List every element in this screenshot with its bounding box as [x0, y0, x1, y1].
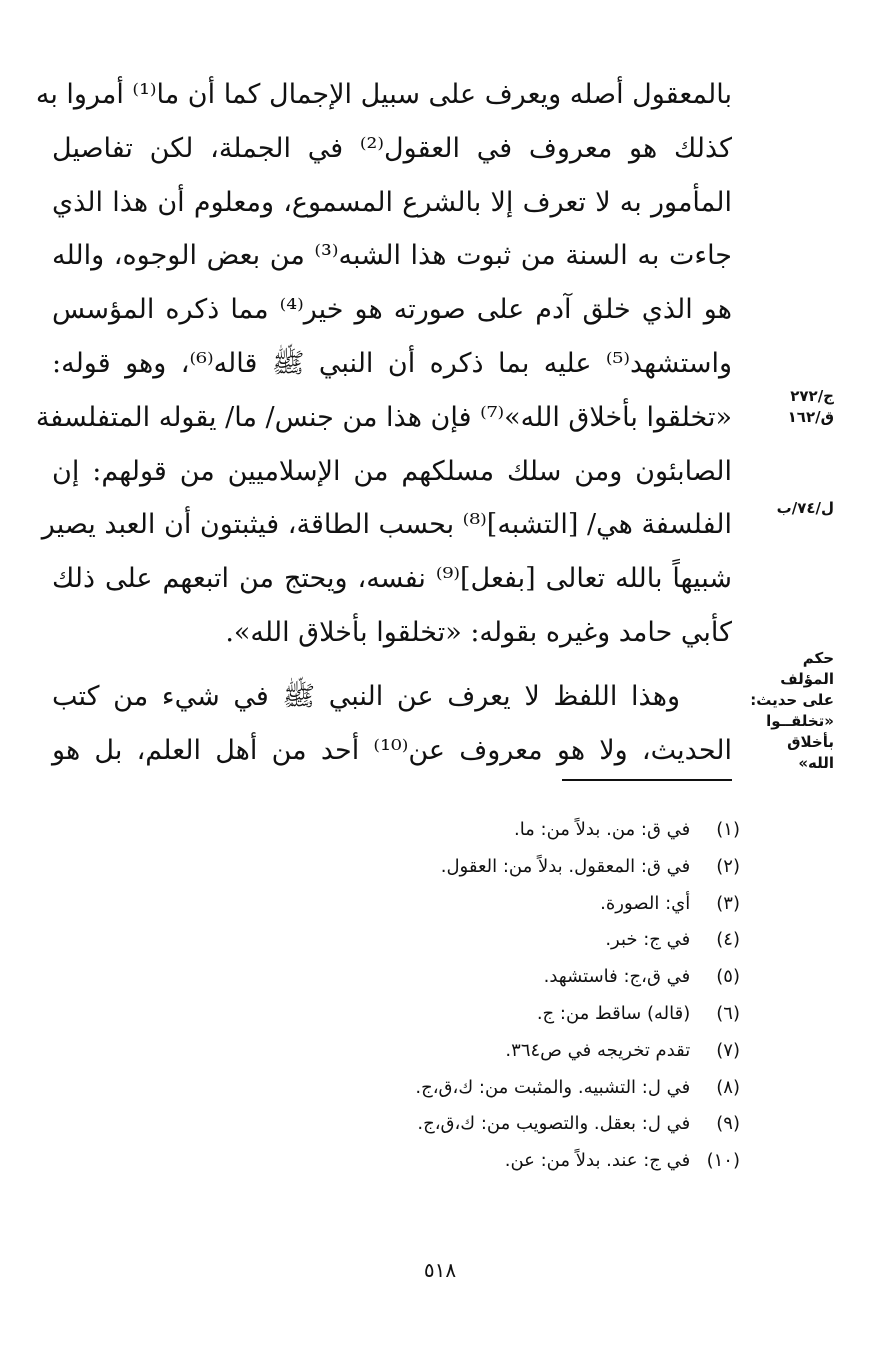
footnote	[200, 1106, 740, 1143]
margin-ref-manuscripts-jq	[770, 386, 834, 428]
margin-heading-line: «تخلقــوا	[766, 712, 834, 730]
text-line: المأمور به لا تعرف إلا بالشرع المسموع، ومعلوم أن هذا الذي	[52, 186, 732, 218]
footnote-divider	[562, 779, 732, 781]
margin-heading-line: بأخلاق الله»	[787, 733, 834, 772]
text-line: هو الذي خلق آدم على صورته هو خير⁽⁴⁾ مما ذكره المؤسس	[52, 294, 732, 326]
text-line: الحديث، ولا هو معروف عن⁽¹⁰⁾ أحد من أهل العلم، بل هو	[52, 734, 733, 766]
footnote	[200, 1070, 740, 1107]
text-line: جاءت به السنة من ثبوت هذا الشبه⁽³⁾ من بعض الوجوه، والله	[52, 240, 732, 272]
margin-ref-line: ل/٧٤/ب	[776, 499, 834, 517]
page-number: ٥١٨	[423, 1258, 457, 1282]
footnote-text: أي: الصورة.	[600, 892, 691, 914]
text-line: الفلسفة هي/ [التشبه]⁽⁸⁾ بحسب الطاقة، فيثبتون أن العبد يصير	[41, 509, 732, 541]
margin-ref-line: ج/٢٧٢	[790, 387, 834, 405]
footnote-number: (٣)	[716, 892, 740, 914]
margin-heading-line: حكم المؤلف	[780, 649, 834, 688]
footnote-text: في ق: المعقول. بدلاً من: العقول.	[440, 855, 691, 877]
footnote	[200, 1143, 740, 1180]
footnote-number: (١)	[716, 819, 740, 840]
text-line: كأبي حامد وغيره بقوله: «تخلقوا بأخلاق الله».	[225, 616, 732, 648]
text-line: واستشهد⁽⁵⁾ عليه بما ذكره أن النبي ﷺ قاله⁽⁶⁾، وهو قوله:	[52, 347, 733, 379]
text-line: وهذا اللفظ لا يعرف عن النبي ﷺ في شيء من كتب	[52, 680, 680, 712]
main-text	[35, 68, 733, 777]
paragraph-gap	[52, 660, 732, 670]
margin-ref-line: ق/١٦٢	[787, 408, 834, 426]
footnote	[200, 1033, 740, 1070]
footnote-text: تقدم تخريجه في ص٣٦٤.	[505, 1039, 691, 1061]
text-line: كذلك هو معروف في العقول⁽²⁾ في الجملة، لكن تفاصيل	[52, 132, 732, 164]
text-line: الصابئون ومن سلك مسلكهم من الإسلاميين من قولهم: إن	[52, 455, 732, 487]
footnote-number: (١٠)	[706, 1150, 740, 1172]
text-line: شبيهاً بالله تعالى [بفعل]⁽⁹⁾ نفسه، ويحتج من اتبعهم على ذلك	[52, 563, 733, 595]
footnote-text: في ل: بعقل. والتصويب من: ك،ق،ج.	[417, 1113, 691, 1135]
footnote-text: في ج: خبر.	[605, 929, 691, 951]
footnote	[200, 886, 740, 923]
footnote-text: في ل: التشبيه. والمثبت من: ك،ق،ج.	[415, 1076, 691, 1098]
margin-heading	[748, 648, 834, 774]
footnote-number: (٥)	[716, 966, 740, 988]
footnote-text: في ق،ج: فاستشهد.	[543, 966, 691, 988]
footnote-text: في ق: من. بدلاً من: ما.	[513, 819, 691, 840]
footnote-number: (٨)	[716, 1076, 740, 1098]
footnotes	[200, 812, 740, 1180]
footnote-number: (٦)	[716, 1002, 740, 1024]
footnote	[200, 812, 740, 849]
text-line: بالمعقول أصله ويعرف على سبيل الإجمال كما أن ما⁽¹⁾ أمروا به	[35, 79, 732, 110]
footnote-number: (٢)	[716, 855, 740, 877]
footnote	[200, 849, 740, 886]
footnote	[200, 996, 740, 1033]
footnote-number: (٧)	[716, 1039, 740, 1061]
footnote-text: في ج: عند. بدلاً من: عن.	[504, 1150, 691, 1172]
text-line: «تخلقوا بأخلاق الله»⁽⁷⁾ فإن هذا من جنس/ ما/ يقوله المتفلسفة	[35, 401, 732, 433]
footnote	[200, 922, 740, 959]
footnote	[200, 959, 740, 996]
footnote-number: (٤)	[716, 929, 740, 951]
footnote-number: (٩)	[716, 1113, 740, 1135]
margin-heading-line: على حديث:	[750, 691, 834, 709]
footnote-text: (قاله) ساقط من: ج.	[536, 1002, 691, 1024]
margin-ref-manuscript-l	[770, 498, 834, 519]
